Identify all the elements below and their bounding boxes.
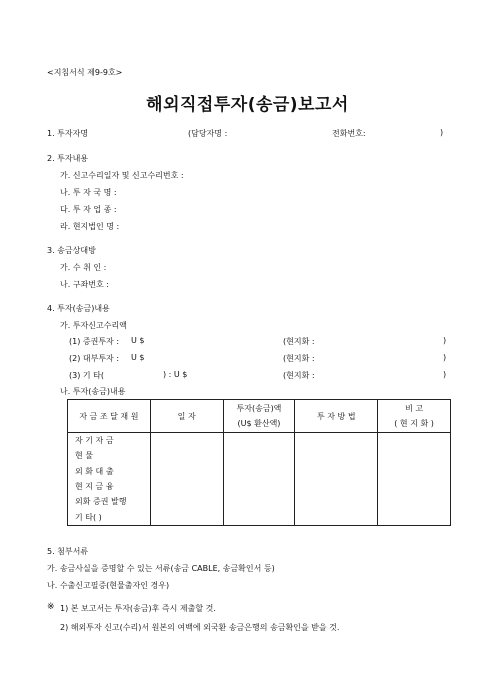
source-cell: 외화 증권 발행	[68, 494, 151, 509]
amount-row-local: (현지화 :	[283, 371, 315, 380]
page-title: 해외직접투자(송금)보고서	[146, 95, 349, 115]
table-header-row	[68, 400, 451, 433]
amount-cell[interactable]	[223, 433, 295, 526]
sec2-item: 다. 투 자 업 종 :	[60, 205, 117, 214]
sec4-sub-b: 나. 투자(송금)내용	[60, 387, 126, 396]
amount-row-close: )	[443, 336, 447, 345]
sec5-heading: 5. 첨부서류	[47, 547, 89, 556]
sec4-sub-a: 가. 투자신고수리액	[60, 321, 127, 330]
sec3-heading: 3. 송금상대방	[47, 246, 96, 255]
note-item: 1) 본 보고서는 투자(송금)후 즉시 제출할 것.	[60, 604, 216, 613]
source-cell: 외 화 대 출	[68, 464, 151, 479]
source-cell: 자 기 자 금	[68, 433, 151, 449]
sec4-heading: 4. 투자(송금)내용	[47, 304, 110, 313]
header-remark: 비 고 ( 현 지 화 )	[378, 400, 451, 433]
funding-table	[67, 399, 451, 526]
method-cell[interactable]	[295, 433, 378, 526]
date-cell[interactable]	[150, 433, 223, 526]
header-source: 자 금 조 달 재 원	[68, 400, 151, 433]
header-method: 투 자 방 법	[295, 400, 378, 433]
form-number: <지침서식 제9-9호>	[47, 68, 123, 77]
amount-row-usd: U $	[131, 336, 145, 345]
amount-row-usd: U $	[131, 353, 145, 362]
investor-name-label: 1. 투자자명	[47, 129, 89, 138]
amount-row-close: )	[443, 370, 447, 379]
table-row	[68, 433, 451, 449]
sec2-item: 라. 현지법인 명 :	[60, 222, 120, 231]
sec5-item: 가. 송금사실을 증명할 수 있는 서류(송금 CABLE, 송금확인서 등)	[47, 564, 275, 573]
header-amount: 투자(송금)액 (U$ 환산액)	[223, 400, 295, 433]
phone-close: )	[440, 128, 444, 137]
amount-row-close: )	[443, 353, 447, 362]
reference-mark-icon: ※	[47, 602, 55, 612]
source-cell: 현 지 금 융	[68, 479, 151, 494]
amount-row-label: (1) 증권투자 :	[69, 337, 120, 346]
contact-name-label: (담당자명 :	[188, 129, 228, 138]
header-date: 일 자	[150, 400, 223, 433]
sec2-item: 가. 신고수리일자 및 신고수리번호 :	[60, 171, 184, 180]
remark-cell[interactable]	[378, 433, 451, 526]
phone-label: 전화번호:	[332, 129, 366, 138]
sec2-heading: 2. 투자내용	[47, 154, 89, 163]
source-cell: 현 물	[68, 448, 151, 463]
amount-row-local: (현지화 :	[283, 337, 315, 346]
sec3-item: 가. 수 취 인 :	[60, 263, 107, 272]
amount-row-local: (현지화 :	[283, 354, 315, 363]
amount-row-usd: ) : U $	[163, 370, 188, 379]
sec2-item: 나. 투 자 국 명 :	[60, 188, 117, 197]
note-item: 2) 해외투자 신고(수리)서 원본의 여백에 외국환 송금은행의 송금확인을 받을 것.	[60, 623, 340, 632]
amount-row-label: (3) 기 타(	[69, 371, 104, 380]
amount-row-label: (2) 대부투자 :	[69, 354, 120, 363]
sec5-item: 나. 수출신고필증(현물출자인 경우)	[47, 581, 170, 590]
source-cell: 기 타( )	[68, 509, 151, 525]
sec3-item: 나. 구좌번호 :	[60, 280, 109, 289]
